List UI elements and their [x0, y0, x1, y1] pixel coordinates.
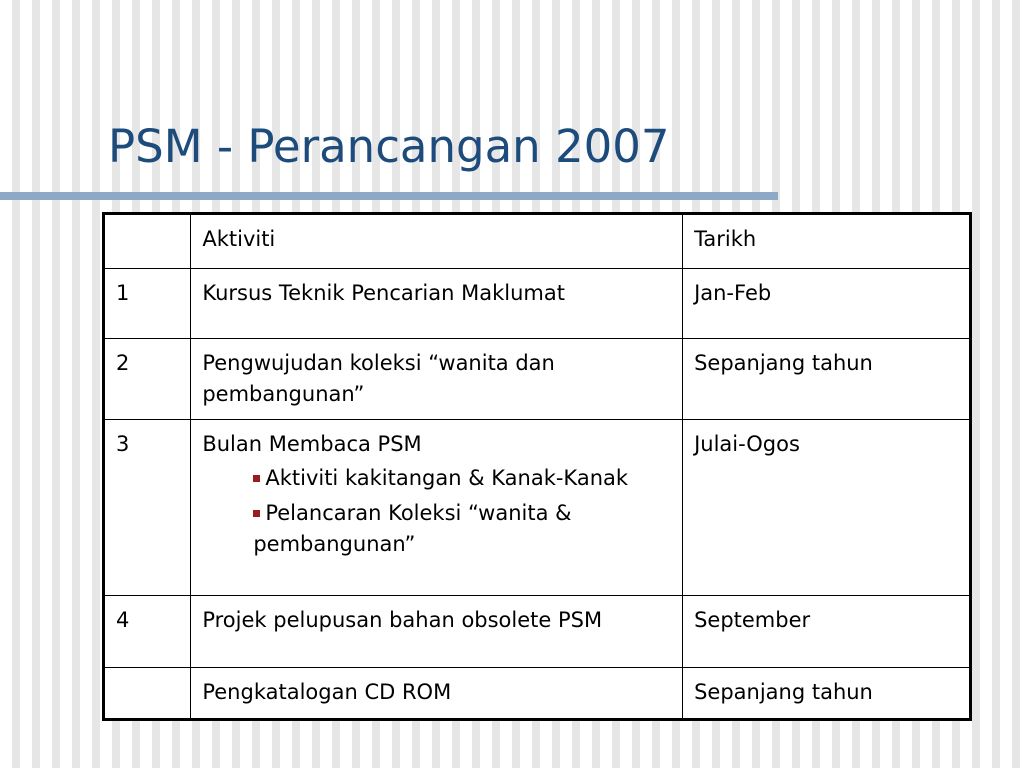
row-number: 2	[104, 339, 191, 420]
row-activity-cell	[191, 420, 683, 596]
table-row	[104, 339, 971, 420]
sub-activity-text: Aktiviti kakitangan & Kanak-Kanak	[265, 466, 629, 490]
sub-activity-list	[202, 463, 672, 560]
row-date: Sepanjang tahun	[683, 668, 971, 720]
row-number	[104, 668, 191, 720]
row-number: 4	[104, 596, 191, 668]
table-row	[104, 596, 971, 668]
header-number	[104, 214, 191, 269]
row-date: Jan-Feb	[683, 269, 971, 339]
table-row	[104, 668, 971, 720]
row-activity: Pengkatalogan CD ROM	[191, 668, 683, 720]
row-date: September	[683, 596, 971, 668]
row-date: Julai-Ogos	[683, 420, 971, 596]
sub-activity-item	[253, 463, 672, 494]
row-activity: Bulan Membaca PSM	[202, 432, 422, 456]
row-activity: Projek pelupusan bahan obsolete PSM	[191, 596, 683, 668]
square-bullet-icon	[253, 475, 260, 482]
table-header-row	[104, 214, 971, 269]
row-date: Sepanjang tahun	[683, 339, 971, 420]
slide-title: PSM - Perancangan 2007	[108, 120, 670, 173]
header-date: Tarikh	[683, 214, 971, 269]
row-activity: Pengwujudan koleksi “wanita dan pembangunan”	[191, 339, 683, 420]
sub-activity-text: Pelancaran Koleksi “wanita & pembangunan”	[253, 501, 572, 556]
table-row	[104, 269, 971, 339]
row-activity: Kursus Teknik Pencarian Maklumat	[191, 269, 683, 339]
row-number: 1	[104, 269, 191, 339]
square-bullet-icon	[253, 510, 260, 517]
title-divider	[0, 192, 778, 200]
sub-activity-item	[253, 498, 672, 560]
header-activity: Aktiviti	[191, 214, 683, 269]
row-number: 3	[104, 420, 191, 596]
table-row	[104, 420, 971, 596]
activity-table	[102, 212, 972, 721]
